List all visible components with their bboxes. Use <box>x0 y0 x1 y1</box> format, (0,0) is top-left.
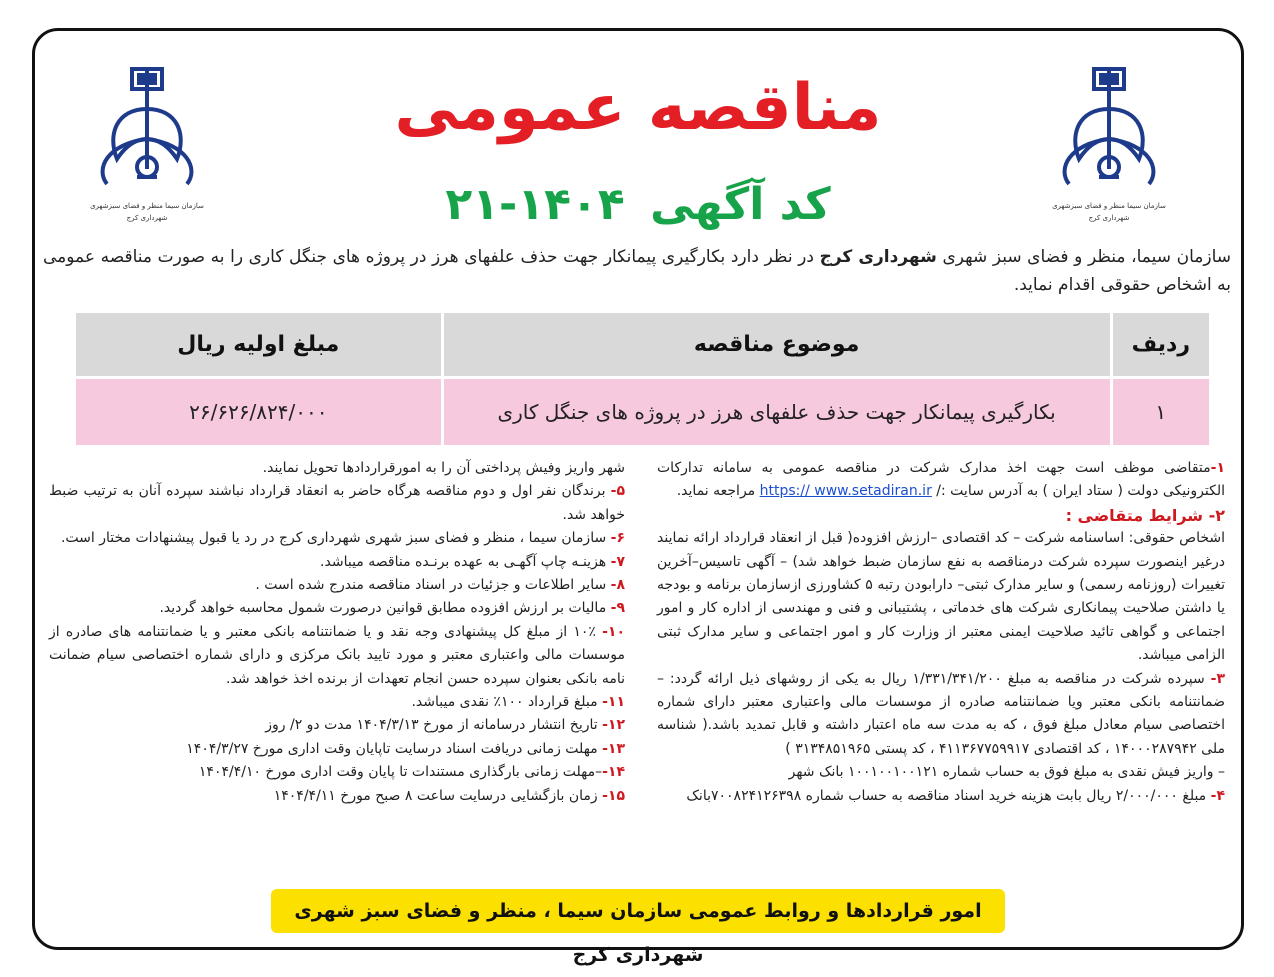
header-row-number: ردیف <box>1111 313 1209 377</box>
code-number: ۲۱-۱۴۰۴ <box>445 179 625 230</box>
list-item: – واریز فیش نقدی به مبلغ فوق به حساب شماره ۱۰۰۱۰۰۱۰۰۱۲۱ بانک شهر <box>788 764 1225 781</box>
item-text: –مهلت زمانی بارگذاری مستندات تا پایان وقت اداری مورخ ۱۴۰۴/۴/۱۰ <box>198 764 603 781</box>
cell-amount <box>75 377 443 445</box>
list-item <box>657 668 1225 762</box>
list-item <box>49 574 625 597</box>
table-row <box>75 377 1210 445</box>
list-item <box>657 457 1225 504</box>
conditions-left-column <box>49 457 625 808</box>
list-item <box>49 597 625 620</box>
list-item: شهر واریز وفیش پرداختی آن را به امورقراردادها تحویل نمایند. <box>262 460 625 476</box>
item-text: مهلت زمانی دریافت اسناد درسایت تاپایان وقت اداری مورخ ۱۴۰۴/۳/۲۷ <box>186 740 603 757</box>
list-item <box>49 480 625 527</box>
item-number: ۸- <box>610 577 625 594</box>
table-header-row <box>75 313 1210 377</box>
cell-row-number: ۱ <box>1111 377 1209 445</box>
item-number: ۶- <box>610 530 625 547</box>
tender-table <box>73 313 1209 445</box>
notice-code <box>35 179 1241 230</box>
item-number: ۹- <box>610 600 625 617</box>
item-text: سازمان سیما ، منظر و فضای سبز شهری شهرداری کرج در رد یا قبول پیشنهادات مختار است. <box>60 530 611 547</box>
item-number: ۱۴- <box>602 764 625 781</box>
notice-frame <box>32 28 1244 966</box>
logo-caption-right-1: سازمان سیما منظر و فضای سبزشهری <box>1052 202 1166 210</box>
item-text: سایر اطلاعات و جزئیات در اسناد مناقصه مندرج شده است . <box>255 577 611 594</box>
list-item <box>49 691 625 714</box>
item-number: ۱۳- <box>602 740 625 757</box>
amount-value: ۲۶/۶۲۶/۸۲۴/۰۰۰ <box>189 399 328 424</box>
intro-part1: سازمان سیما، منظر و فضای سبز شهری <box>936 247 1232 267</box>
item-text: تاریخ انتشار درسامانه از مورخ ۱۴۰۴/۳/۱۳ مدت دو ۲/ روز <box>265 717 603 734</box>
item-text: هزینـه چاپ آگهـی به عهده برنـده مناقصه میباشد. <box>320 553 611 570</box>
item-number: ۴- <box>1210 787 1225 804</box>
item-text: زمان بازگشایی درسایت ساعت ۸ صبح مورخ ۱۴۰۴/۴/۱۱ <box>273 787 603 804</box>
intro-paragraph <box>43 243 1231 299</box>
logo-caption-left-1: سازمان سیما منظر و فضای سبزشهری <box>90 202 204 210</box>
item-number: ۷- <box>610 553 625 570</box>
intro-part2: در نظر دارد بکارگیری پیمانکار جهت حذف علفهای هرز در پروژه های جنگل کاری را به صورت مناقصه عمومی به اشخاص حقوقی اقدام نماید. <box>43 247 1231 295</box>
header-subject: موضوع مناقصه <box>442 313 1111 377</box>
section-heading-conditions: ۲- شرایط متقاضی : <box>1065 505 1225 525</box>
list-item <box>49 621 625 691</box>
logo-caption-left-2: شهرداری کرج <box>126 214 168 222</box>
item-text: متقاضی موظف است جهت اخذ مدارک شرکت در مناقصه عمومی به سامانه تدارکات الکترونیکی دولت ( ستاد ایران ) به آدرس سایت :/ <box>657 460 1225 500</box>
list-item <box>657 785 1225 808</box>
setadiran-link[interactable]: https:// www.setadiran.ir <box>759 483 932 500</box>
item-text-tail: مراجعه نماید. <box>676 483 760 500</box>
item-number: ۱۰- <box>602 623 625 640</box>
header-amount: مبلغ اولیه ریال <box>75 313 443 377</box>
item-number: ۱۱- <box>602 694 625 711</box>
item-text: برندگان نفر اول و دوم مناقصه هرگاه حاضر به انعقاد قرارداد نباشند سپرده آنان به ترتیب ضبط خواهد شد. <box>49 483 625 523</box>
item-text: ۱۰٪ از مبلغ کل پیشنهادی وجه نقد و یا ضمانتنامه بانکی معتبر و یا ضمانتنامه های صادره از موسسات مالی واعتباری معتبر و مورد تایید بانک مرکزی و دارای شماره اختصاصی سیام ضمانت نامه بانکی بعنوان سپرده حسن انجام تعهدات از برنده اخذ خواهد شد. <box>49 623 625 687</box>
list-item: اشخاص حقوقی: اساسنامه شرکت – کد اقتصادی –ارزش افزوده( قبل از انعقاد قرارداد ارائه نمایند درغیر اینصورت سپرده شرکت درمناقصه به نفع سازمان ضبط خواهد شد) – آگهی تاسیس–آخرین تغییرات (روزنامه رسمی) و سایر مدارک ثبتی– دارابودن رتبه ۵ کشاورزی ازسازمان برنامه و بودجه یا داشتن صلاحیت پیمانکاری شرکت های خدماتی ، پشتیبانی و فنی و مهندسی از اداره کار و امور اجتماعی و گواهی تائید صلاحیت ایمنی معتبر از وزارت کار و امور اجتماعی و سایر مدارک ثبتی الزامی میباشد. <box>657 530 1225 664</box>
item-number: ۳- <box>1210 670 1225 687</box>
item-number: ۱۲- <box>602 717 625 734</box>
item-text: مبلغ ۲/۰۰۰/۰۰۰ ریال بابت هزینه خرید اسناد مناقصه به حساب شماره ۷۰۰۸۲۴۱۲۶۳۹۸بانک <box>686 787 1211 804</box>
item-number: ۱- <box>1210 460 1225 476</box>
list-item <box>49 551 625 574</box>
item-number: ۵- <box>610 483 625 500</box>
item-number: ۱۵- <box>602 787 625 804</box>
list-item <box>49 714 625 737</box>
cell-subject: بکارگیری پیمانکار جهت حذف علفهای هرز در پروژه های جنگل کاری <box>442 377 1111 445</box>
list-item <box>49 738 625 761</box>
list-item <box>49 785 625 808</box>
conditions-right-column <box>657 457 1225 808</box>
notice-title: مناقصه عمومی <box>394 71 882 145</box>
code-label: کد آگهی <box>650 179 831 230</box>
intro-bold-org: شهرداری کرج <box>819 247 937 267</box>
item-text: مالیات بر ارزش افزوده مطابق قوانین درصورت شمول محاسبه خواهد گردید. <box>159 600 611 617</box>
logo-caption-right-2: شهرداری کرج <box>1088 214 1130 222</box>
list-item <box>49 761 625 784</box>
footer-banner: امور قراردادها و روابط عمومی سازمان سیما ، منظر و فضای سبز شهری شهرداری کرج <box>271 889 1005 933</box>
item-text: سپرده شرکت در مناقصه به مبلغ ۱/۳۳۱/۳۴۱/۲۰۰ ریال به یکی از روشهای ذیل ارائه گردد: –ضمانتنامه بانکی معتبر ویا ضمانتنامه صادره از موسسات مالی واعتباری معتبر دارای شماره اختصاصی سیام معادل مبلغ فوق ، که به مدت سه ماه اعتبار داشته و قابل تمدید باشد.( شناسه ملی ۱۴۰۰۰۲۸۷۹۴۲ ، کد اقتصادی ۴۱۱۳۶۷۷۵۹۹۱۷ ، کد پستی ۳۱۳۴۸۵۱۹۶۵ ) <box>657 670 1225 757</box>
item-text: مبلغ قرارداد ۱۰۰٪ نقدی میباشد. <box>411 694 603 711</box>
list-item <box>49 527 625 550</box>
